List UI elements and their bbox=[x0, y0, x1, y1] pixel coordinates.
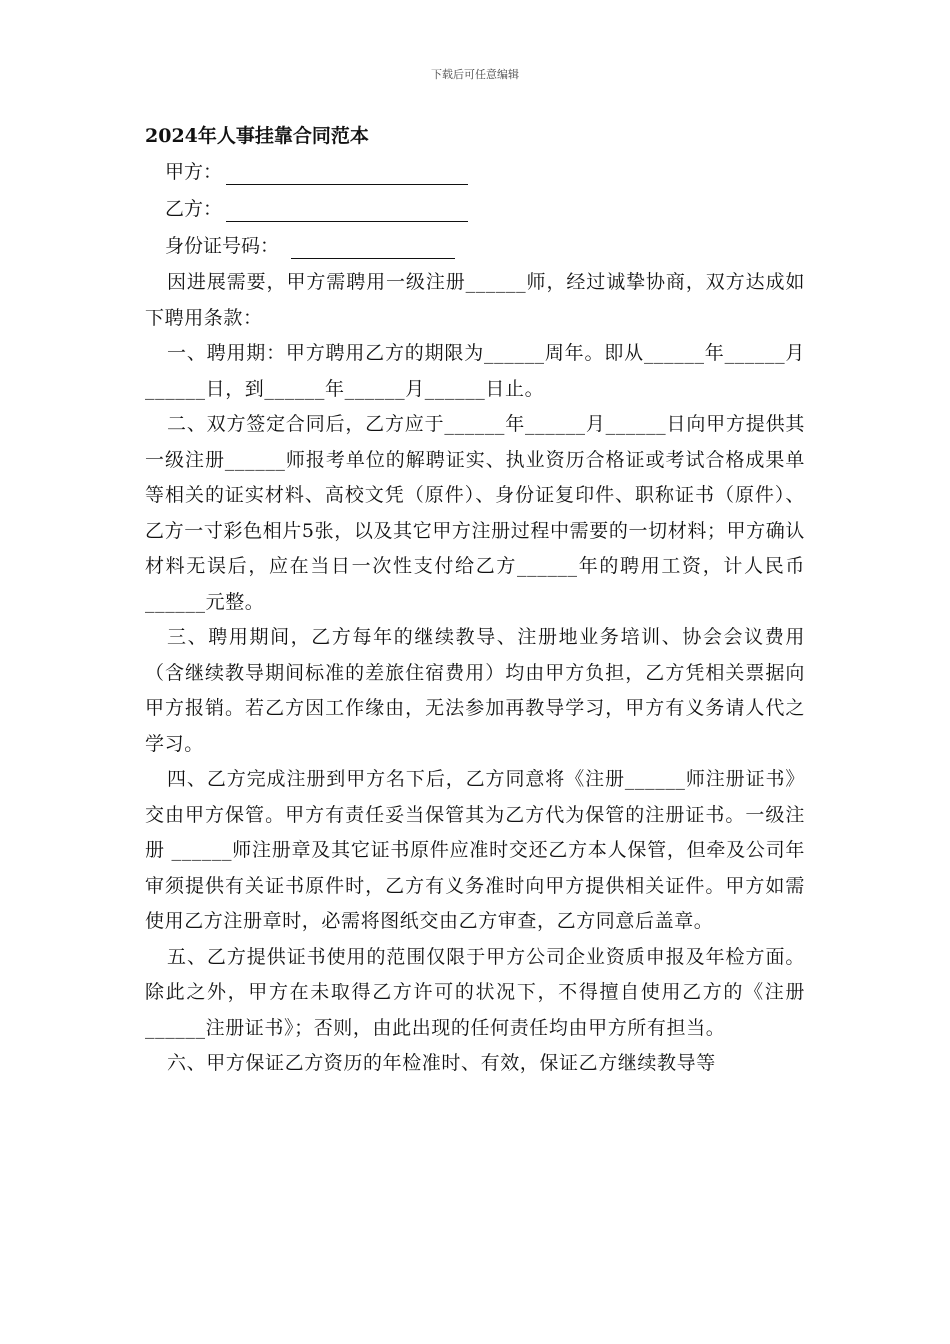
party-b-field bbox=[145, 191, 805, 228]
id-number-blank bbox=[291, 234, 455, 259]
paragraph-clause-3: 三、聘用期间，乙方每年的继续教导、注册地业务培训、协会会议费用（含继续教导期间标准的差旅住宿费用）均由甲方负担，乙方凭相关票据向甲方报销。若乙方因工作缘由，无法参加再教导学习，甲方有义务请人代之学习。 bbox=[145, 626, 805, 755]
id-number-field bbox=[145, 228, 805, 265]
document-title: 2024年人事挂靠合同范本 bbox=[145, 125, 369, 147]
paragraph-clause-5: 五、乙方提供证书使用的范围仅限于甲方公司企业资质申报及年检方面。除此之外，甲方在未取得乙方许可的状况下，不得擅自使用乙方的《注册______注册证书》；否则，由此出现的任何责任均由甲方所有担当。 bbox=[145, 945, 805, 1039]
paragraph-clause-4: 四、乙方完成注册到甲方名下后，乙方同意将《注册______师注册证书》交由甲方保管。甲方有责任妥当保管其为乙方代为保管的注册证书。一级注册 ______师注册章及其它证书原件应准时交还乙方本人保管，但牵及公司年审须提供有关证书原件时，乙方有义务准时向甲方提供相关证件。甲方如需使用乙方注册章时，必需将图纸交由乙方审查，乙方同意后盖章。 bbox=[145, 768, 805, 932]
paragraph-clause-1: 一、聘用期：甲方聘用乙方的期限为______周年。即从______年______月______日，到______年______月______日止。 bbox=[145, 342, 805, 400]
id-number-label: 身份证号码： bbox=[165, 235, 280, 257]
party-a-label: 甲方： bbox=[165, 161, 223, 183]
document-body bbox=[145, 118, 805, 1082]
paragraph-clause-6: 六、甲方保证乙方资历的年检准时、有效，保证乙方继续教导等 bbox=[167, 1052, 716, 1074]
party-b-label: 乙方： bbox=[165, 198, 223, 220]
party-b-blank bbox=[226, 197, 468, 222]
paragraph-clause-2: 二、双方签定合同后，乙方应于______年______月______日向甲方提供其一级注册______师报考单位的解聘证实、执业资历合格证或考试合格成果单等相关的证实材料、高校文凭（原件）、身份证复印件、职称证书（原件）、乙方一寸彩色相片5张，以及其它甲方注册过程中需要的一切材料；甲方确认材料无误后，应在当日一次性支付给乙方______年的聘用工资，计人民币______元整。 bbox=[145, 413, 805, 613]
party-a-field bbox=[145, 154, 805, 191]
paragraph-intro: 因进展需要，甲方需聘用一级注册______师，经过诚挚协商，双方达成如下聘用条款： bbox=[145, 271, 805, 329]
party-a-blank bbox=[226, 160, 468, 185]
page-header-note: 下载后可任意编辑 bbox=[431, 68, 519, 81]
